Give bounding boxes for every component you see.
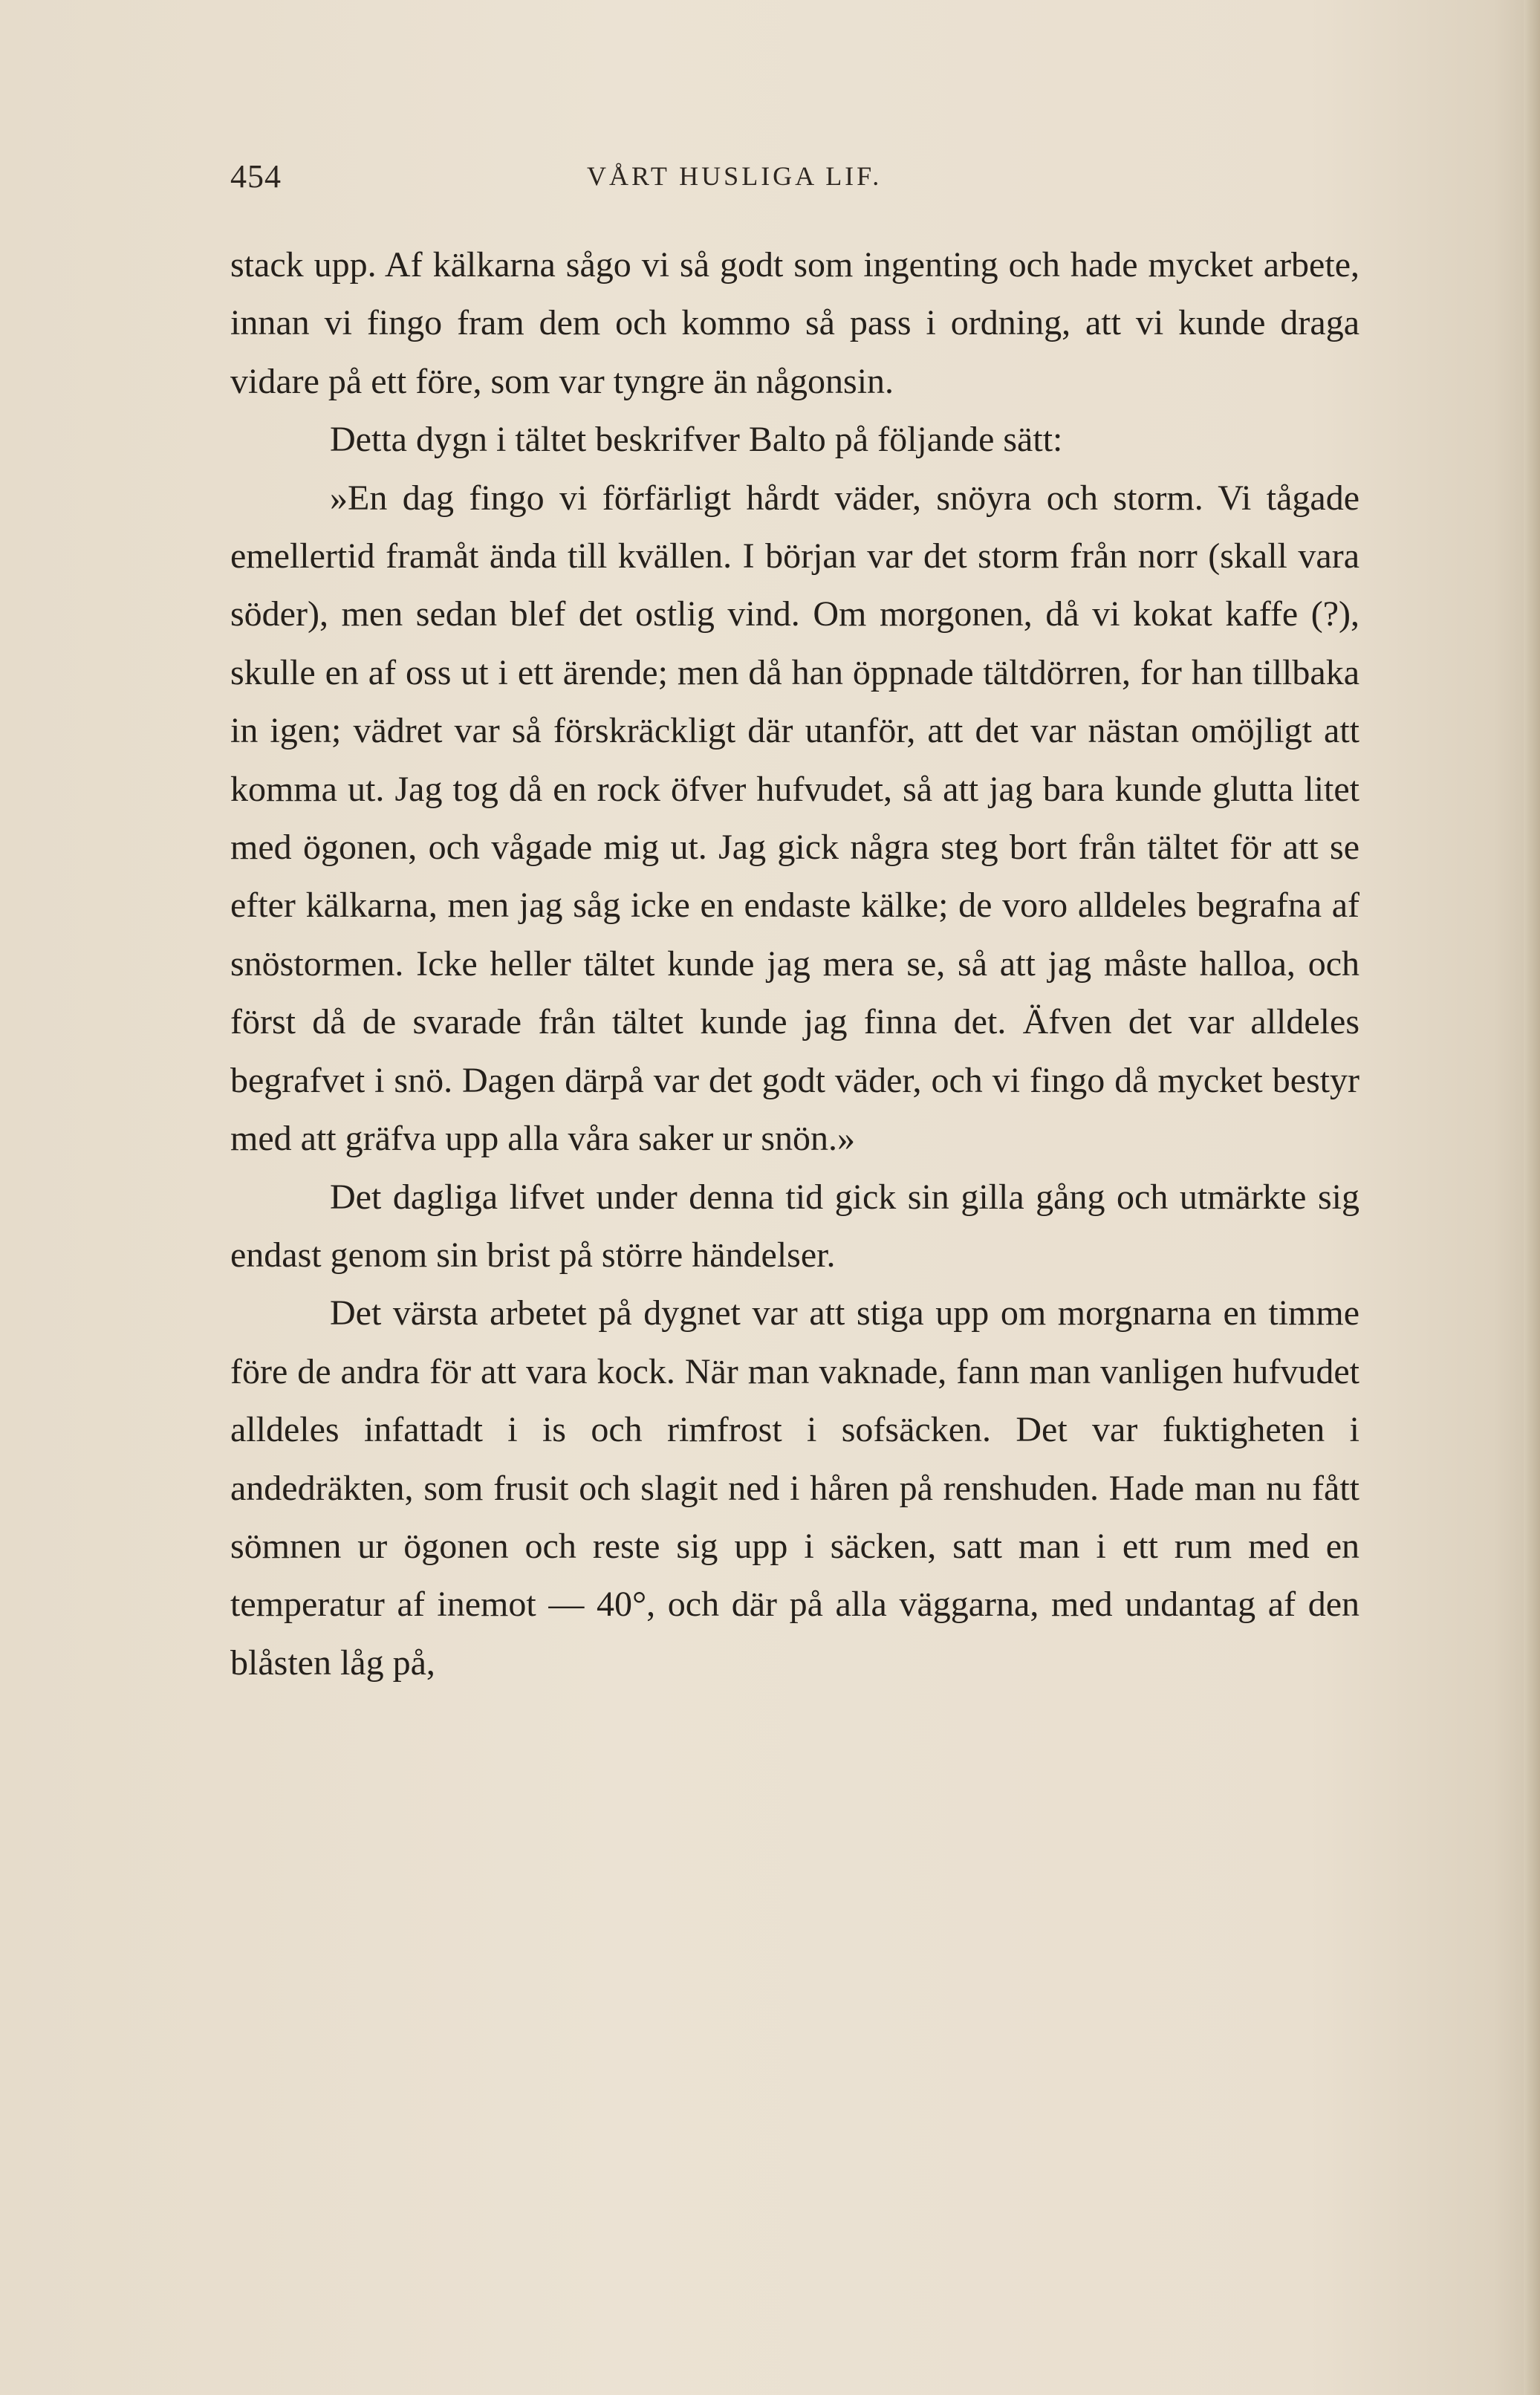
page-header [230, 157, 1359, 202]
running-title: VÅRT HUSLIGA LIF. [587, 161, 883, 191]
page-number: 454 [230, 158, 282, 195]
page-edge [1524, 0, 1540, 2395]
paragraph-continuation: stack upp. Af kälkarna sågo vi så godt som ingenting och hade mycket arbete, innan vi fingo fram dem och kommo så pass i ordning, att vi kunde draga vidare på ett före, som var tyngre än någonsin. [230, 245, 1359, 401]
paragraph-daily-life: Det dagliga lifvet under denna tid gick sin gilla gång och utmärkte sig endast genom sin brist på större händelser. [230, 1177, 1359, 1275]
body-text [230, 236, 1359, 1692]
paragraph-cook-duty: Det värsta arbetet på dygnet var att stiga upp om morgnarna en timme före de andra för att vara kock. När man vaknade, fann man vanligen hufvudet alldeles infattadt i is och rimfrost i sofsäcken. Det var fuktigheten i andedräkten, som frusit och slagit ned i håren på renshuden. Hade man nu fått sömnen ur ögonen och reste sig upp i säcken, satt man i ett rum med en temperatur af inemot — 40°, och där på alla väggarna, med undantag af den blåsten låg på, [230, 1293, 1359, 1683]
paragraph-quote: »En dag fingo vi förfärligt hårdt väder, snöyra och storm. Vi tågade emellertid framåt ända till kvällen. I början var det storm från norr (skall vara söder), men sedan blef det ostlig vind. Om morgonen, då vi kokat kaffe (?), skulle en af oss ut i ett ärende; men då han öppnade tältdörren, for han tillbaka in igen; vädret var så förskräckligt där utanför, att det var nästan omöjligt att komma ut. Jag tog då en rock öfver hufvudet, så att jag bara kunde glutta litet med ögonen, och vågade mig ut. Jag gick några steg bort från tältet för att se efter kälkarna, men jag såg icke en endaste kälke; de voro alldeles begrafna af snöstormen. Icke heller tältet kunde jag mera se, så att jag måste halloa, och först då de svarade från tältet kunde jag finna det. Äfven det var alldeles begrafvet i snö. Dagen därpå var det godt väder, och vi fingo då mycket bestyr med att gräfva upp alla våra saker ur snön.» [230, 478, 1359, 1159]
paragraph-intro-quote: Detta dygn i tältet beskrifver Balto på följande sätt: [330, 420, 1063, 460]
